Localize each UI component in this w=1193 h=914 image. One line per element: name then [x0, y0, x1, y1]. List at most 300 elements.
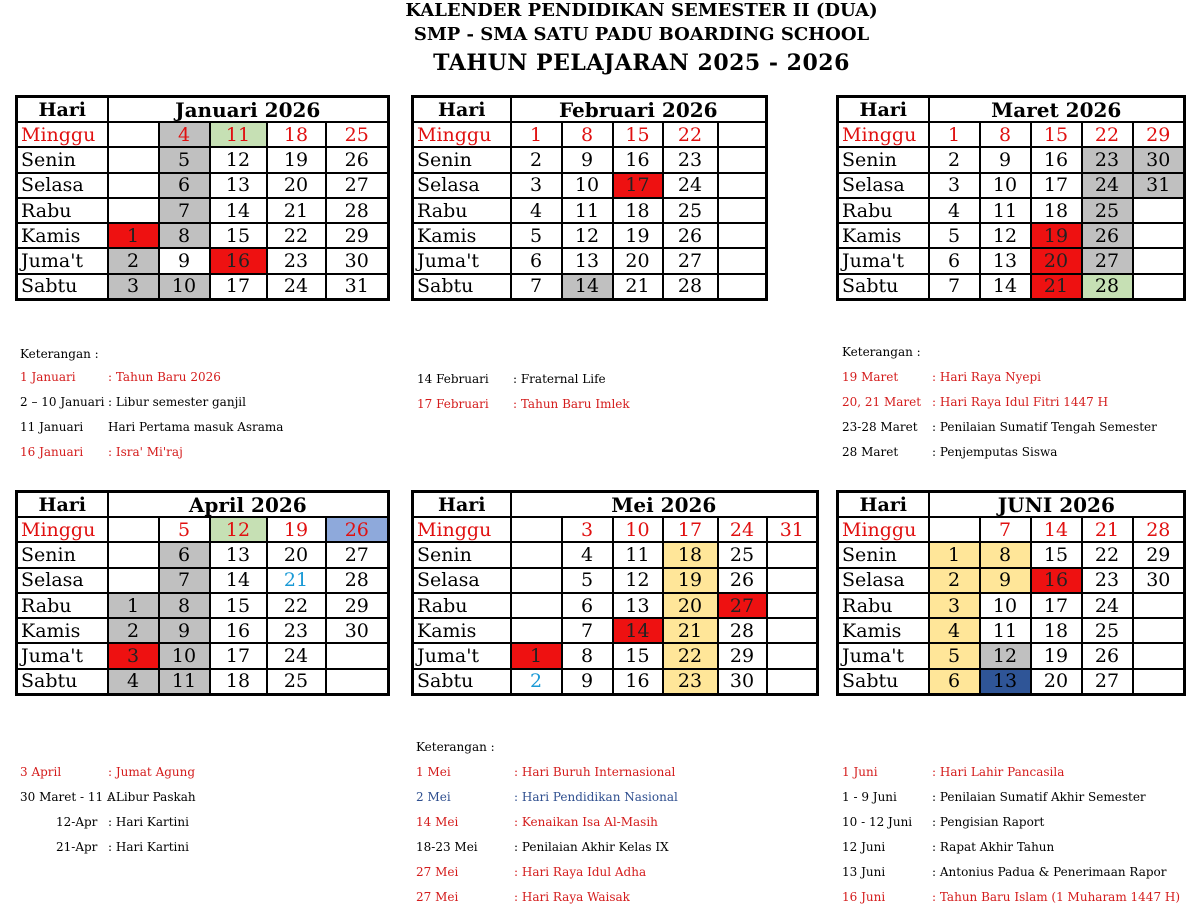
date-cell: 4 [929, 198, 980, 223]
day-label: Rabu [413, 198, 511, 223]
date-cell: 27 [663, 248, 718, 273]
week-row [413, 669, 818, 695]
date-cell: 7 [159, 568, 210, 593]
date-cell: 6 [562, 593, 613, 618]
date-cell: 9 [562, 147, 613, 172]
date-cell: 8 [159, 223, 210, 248]
day-label: Senin [838, 147, 929, 172]
note-text: : Hari Raya Waisak [514, 890, 630, 904]
date-cell: 5 [511, 223, 562, 248]
day-column-header: Hari [413, 97, 511, 123]
date-cell: 19 [613, 223, 663, 248]
note-text: : Penilaian Sumatif Tengah Semester [932, 420, 1157, 434]
date-cell: 15 [210, 223, 267, 248]
week-row [413, 147, 767, 172]
date-cell: 26 [1082, 643, 1133, 668]
day-column-header: Hari [413, 492, 511, 518]
week-row [413, 122, 767, 147]
day-label: Juma't [17, 248, 108, 273]
date-cell: 14 [613, 618, 663, 643]
note-date: 3 April [20, 765, 62, 779]
note-date: 1 Mei [416, 765, 451, 779]
date-cell: 1 [108, 223, 159, 248]
date-cell: 26 [326, 147, 389, 172]
date-cell: 1 [511, 122, 562, 147]
week-row [17, 173, 389, 198]
day-label: Minggu [17, 517, 108, 542]
date-cell: 2 [108, 618, 159, 643]
week-row [17, 147, 389, 172]
month-calendar [411, 490, 819, 696]
date-cell: 25 [1082, 618, 1133, 643]
date-cell [511, 568, 562, 593]
day-label: Kamis [17, 618, 108, 643]
date-cell: 27 [326, 542, 389, 567]
date-cell: 8 [980, 542, 1031, 567]
date-cell: 4 [159, 122, 210, 147]
day-label: Juma't [17, 643, 108, 668]
date-cell: 19 [267, 147, 326, 172]
month-title: Mei 2026 [511, 492, 818, 518]
note-text: : Pengisian Raport [932, 815, 1045, 829]
date-cell: 16 [210, 618, 267, 643]
date-cell: 7 [159, 198, 210, 223]
date-cell: 16 [210, 248, 267, 273]
day-label: Senin [17, 542, 108, 567]
date-cell: 10 [562, 173, 613, 198]
date-cell: 5 [929, 223, 980, 248]
week-row [17, 198, 389, 223]
note-date: 1 - 9 Juni [842, 790, 897, 804]
date-cell: 18 [663, 542, 718, 567]
note-date: 21-Apr [56, 840, 98, 854]
note-text: : Hari Raya Idul Adha [514, 865, 647, 879]
date-cell: 15 [613, 122, 663, 147]
date-cell: 11 [980, 198, 1031, 223]
note-text: : Hari Kartini [108, 815, 189, 829]
note-item [416, 810, 658, 835]
week-row [413, 173, 767, 198]
date-cell: 5 [929, 643, 980, 668]
date-cell: 29 [326, 593, 389, 618]
week-row [838, 568, 1185, 593]
date-cell: 23 [663, 669, 718, 695]
date-cell: 18 [267, 122, 326, 147]
date-cell [718, 173, 767, 198]
date-cell: 10 [159, 643, 210, 668]
week-row [17, 248, 389, 273]
note-item [416, 860, 647, 885]
date-cell: 26 [1082, 223, 1133, 248]
date-cell: 14 [980, 274, 1031, 300]
date-cell [108, 173, 159, 198]
date-cell: 1 [108, 593, 159, 618]
date-cell: 18 [1031, 618, 1082, 643]
note-date: 16 Januari [20, 445, 84, 459]
date-cell: 16 [613, 147, 663, 172]
day-label: Selasa [838, 173, 929, 198]
note-date: 18-23 Mei [416, 840, 478, 854]
date-cell: 30 [326, 248, 389, 273]
day-label: Juma't [413, 248, 511, 273]
date-cell: 20 [663, 593, 718, 618]
date-cell: 4 [929, 618, 980, 643]
week-row [413, 643, 818, 668]
note-date: 14 Mei [416, 815, 459, 829]
date-cell [108, 122, 159, 147]
note-item [842, 440, 1058, 465]
date-cell [718, 147, 767, 172]
day-label: Kamis [413, 618, 511, 643]
date-cell: 14 [210, 568, 267, 593]
day-label: Rabu [838, 198, 929, 223]
date-cell: 9 [980, 147, 1031, 172]
day-label: Selasa [413, 173, 511, 198]
note-text: : Kenaikan Isa Al-Masih [514, 815, 658, 829]
date-cell: 30 [1133, 147, 1185, 172]
date-cell: 21 [663, 618, 718, 643]
date-cell: 17 [1031, 593, 1082, 618]
note-text: : Fraternal Life [513, 372, 606, 386]
note-date: 20, 21 Maret [842, 395, 922, 409]
date-cell: 6 [929, 248, 980, 273]
title-line-1: KALENDER PENDIDIKAN SEMESTER II (DUA) [405, 0, 878, 21]
note-text: Hari Pertama masuk Asrama [108, 420, 284, 434]
note-date: 30 Maret - 11 A [20, 790, 116, 804]
date-cell: 13 [562, 248, 613, 273]
day-label: Minggu [413, 517, 511, 542]
day-label: Selasa [838, 568, 929, 593]
date-cell: 13 [210, 542, 267, 567]
month-calendar [15, 95, 390, 301]
date-cell: 18 [613, 198, 663, 223]
date-cell: 2 [929, 147, 980, 172]
date-cell: 9 [159, 248, 210, 273]
week-row [838, 122, 1185, 147]
date-cell: 28 [663, 274, 718, 300]
note-text: : Hari Buruh Internasional [514, 765, 676, 779]
day-label: Senin [413, 542, 511, 567]
date-cell: 19 [267, 517, 326, 542]
date-cell: 23 [1082, 147, 1133, 172]
week-row [838, 618, 1185, 643]
date-cell: 21 [613, 274, 663, 300]
note-text: : Penilaian Sumatif Akhir Semester [932, 790, 1146, 804]
date-cell: 28 [1133, 517, 1185, 542]
note-item [842, 390, 1109, 415]
date-cell [1133, 223, 1185, 248]
date-cell: 17 [210, 274, 267, 300]
note-text: : Hari Raya Idul Fitri 1447 H [932, 395, 1109, 409]
date-cell: 2 [511, 147, 562, 172]
note-text: : Penjemputas Siswa [932, 445, 1058, 459]
day-label: Juma't [413, 643, 511, 668]
day-label: Rabu [17, 198, 108, 223]
week-row [17, 568, 389, 593]
month-calendar [411, 95, 768, 301]
date-cell: 11 [562, 198, 613, 223]
note-text: : Antonius Padua & Penerimaan Rapor [932, 865, 1167, 879]
date-cell: 4 [108, 669, 159, 695]
date-cell: 16 [1031, 147, 1082, 172]
note-date: 2 – 10 Januari [20, 395, 105, 409]
date-cell: 2 [929, 568, 980, 593]
date-cell: 24 [267, 643, 326, 668]
date-cell: 29 [326, 223, 389, 248]
date-cell: 24 [718, 517, 767, 542]
day-label: Kamis [413, 223, 511, 248]
note-item [20, 440, 183, 465]
date-cell: 12 [980, 643, 1031, 668]
date-cell: 22 [663, 643, 718, 668]
day-label: Sabtu [838, 669, 929, 695]
note-text: : Libur semester ganjil [108, 395, 246, 409]
note-text: : Rapat Akhir Tahun [932, 840, 1055, 854]
date-cell: 10 [980, 173, 1031, 198]
date-cell: 29 [1133, 122, 1185, 147]
date-cell: 19 [663, 568, 718, 593]
date-cell: 20 [267, 542, 326, 567]
week-row [838, 542, 1185, 567]
date-cell [1133, 274, 1185, 300]
week-row [17, 223, 389, 248]
notes-block [20, 342, 284, 465]
day-label: Selasa [17, 173, 108, 198]
note-date: 12-Apr [56, 815, 98, 829]
date-cell [1133, 248, 1185, 273]
date-cell: 5 [159, 517, 210, 542]
note-item [842, 365, 1041, 390]
date-cell: 31 [767, 517, 818, 542]
day-label: Senin [413, 147, 511, 172]
date-cell [718, 223, 767, 248]
date-cell: 6 [511, 248, 562, 273]
date-cell [1133, 198, 1185, 223]
date-cell: 7 [562, 618, 613, 643]
date-cell: 19 [1031, 643, 1082, 668]
date-cell: 23 [267, 618, 326, 643]
week-row [838, 274, 1185, 300]
note-date: 28 Maret [842, 445, 899, 459]
date-cell: 1 [511, 643, 562, 668]
month-calendar [836, 490, 1186, 696]
date-cell: 8 [562, 643, 613, 668]
date-cell: 22 [1082, 542, 1133, 567]
note-date: 16 Juni [842, 890, 886, 904]
week-row [17, 122, 389, 147]
date-cell: 17 [210, 643, 267, 668]
date-cell: 28 [1082, 274, 1133, 300]
date-cell: 22 [1082, 122, 1133, 147]
date-cell: 28 [326, 568, 389, 593]
date-cell: 8 [562, 122, 613, 147]
day-label: Kamis [838, 223, 929, 248]
note-date: 13 Juni [842, 865, 886, 879]
date-cell: 24 [1082, 593, 1133, 618]
date-cell: 9 [159, 618, 210, 643]
date-cell [718, 274, 767, 300]
date-cell: 26 [718, 568, 767, 593]
day-label: Selasa [413, 568, 511, 593]
note-text: : Hari Kartini [108, 840, 189, 854]
date-cell: 25 [1082, 198, 1133, 223]
date-cell [1133, 643, 1185, 668]
day-label: Sabtu [413, 669, 511, 695]
date-cell: 13 [210, 173, 267, 198]
date-cell: 27 [1082, 669, 1133, 695]
note-text: : Jumat Agung [108, 765, 196, 779]
week-row [838, 643, 1185, 668]
date-cell: 29 [1133, 542, 1185, 567]
date-cell: 10 [613, 517, 663, 542]
date-cell [1133, 618, 1185, 643]
date-cell: 8 [980, 122, 1031, 147]
date-cell [767, 593, 818, 618]
date-cell: 24 [267, 274, 326, 300]
day-label: Juma't [838, 643, 929, 668]
note-text: : Hari Raya Nyepi [932, 370, 1041, 384]
date-cell: 26 [326, 517, 389, 542]
date-cell: 20 [1031, 669, 1082, 695]
date-cell: 25 [663, 198, 718, 223]
day-label: Minggu [17, 122, 108, 147]
date-cell: 11 [980, 618, 1031, 643]
note-date: 27 Mei [416, 865, 459, 879]
week-row [838, 517, 1185, 542]
day-label: Rabu [413, 593, 511, 618]
note-date: 27 Mei [416, 890, 459, 904]
day-label: Minggu [838, 122, 929, 147]
week-row [413, 618, 818, 643]
day-label: Juma't [838, 248, 929, 273]
note-item [20, 365, 221, 390]
date-cell [108, 542, 159, 567]
week-row [413, 274, 767, 300]
date-cell: 3 [511, 173, 562, 198]
date-cell: 13 [980, 248, 1031, 273]
day-label: Rabu [838, 593, 929, 618]
day-column-header: Hari [17, 492, 108, 518]
date-cell [767, 669, 818, 695]
note-text: : Tahun Baru 2026 [108, 370, 221, 384]
date-cell [718, 248, 767, 273]
note-text: : Isra' Mi'raj [108, 445, 183, 459]
day-label: Sabtu [17, 669, 108, 695]
day-label: Minggu [413, 122, 511, 147]
date-cell: 23 [267, 248, 326, 273]
note-text: : Penilaian Akhir Kelas IX [514, 840, 669, 854]
date-cell: 17 [1031, 173, 1082, 198]
date-cell: 4 [511, 198, 562, 223]
note-text: : Tahun Baru Islam (1 Muharam 1447 H) [932, 890, 1181, 904]
date-cell [108, 198, 159, 223]
week-row [413, 542, 818, 567]
date-cell: 15 [210, 593, 267, 618]
date-cell: 21 [1082, 517, 1133, 542]
date-cell: 21 [267, 568, 326, 593]
week-row [838, 223, 1185, 248]
date-cell: 31 [1133, 173, 1185, 198]
date-cell: 3 [108, 643, 159, 668]
date-cell: 12 [613, 568, 663, 593]
note-date: 2 Mei [416, 790, 451, 804]
date-cell: 3 [929, 173, 980, 198]
date-cell: 12 [562, 223, 613, 248]
date-cell: 6 [929, 669, 980, 695]
date-cell [767, 643, 818, 668]
date-cell [1133, 669, 1185, 695]
date-cell: 22 [267, 593, 326, 618]
date-cell: 11 [613, 542, 663, 567]
day-label: Minggu [838, 517, 929, 542]
date-cell: 27 [718, 593, 767, 618]
note-item [20, 415, 284, 440]
date-cell: 13 [613, 593, 663, 618]
date-cell: 17 [663, 517, 718, 542]
note-text: : Hari Lahir Pancasila [932, 765, 1065, 779]
week-row [17, 517, 389, 542]
note-date: 17 Februari [417, 397, 489, 411]
week-row [838, 248, 1185, 273]
note-item [416, 885, 630, 910]
date-cell: 23 [1082, 568, 1133, 593]
date-cell [718, 198, 767, 223]
date-cell: 4 [562, 542, 613, 567]
date-cell [326, 643, 389, 668]
day-column-header: Hari [17, 97, 108, 123]
date-cell: 7 [980, 517, 1031, 542]
date-cell: 21 [1031, 274, 1082, 300]
date-cell: 8 [159, 593, 210, 618]
date-cell: 26 [663, 223, 718, 248]
date-cell: 24 [1082, 173, 1133, 198]
date-cell: 22 [267, 223, 326, 248]
title-line-2: SMP - SMA SATU PADU BOARDING SCHOOL [413, 24, 870, 45]
date-cell: 11 [210, 122, 267, 147]
note-item [20, 390, 246, 415]
date-cell: 20 [1031, 248, 1082, 273]
date-cell [511, 618, 562, 643]
date-cell: 20 [267, 173, 326, 198]
date-cell: 15 [1031, 122, 1082, 147]
note-text: : Hari Pendidikan Nasional [514, 790, 678, 804]
week-row [413, 593, 818, 618]
date-cell [326, 669, 389, 695]
date-cell: 18 [210, 669, 267, 695]
date-cell: 6 [159, 173, 210, 198]
date-cell [767, 568, 818, 593]
note-date: 12 Juni [842, 840, 886, 854]
day-label: Sabtu [838, 274, 929, 300]
date-cell [718, 122, 767, 147]
month-title: Februari 2026 [511, 97, 767, 123]
note-text: : Tahun Baru Imlek [513, 397, 630, 411]
date-cell: 16 [1031, 568, 1082, 593]
week-row [838, 593, 1185, 618]
date-cell: 27 [1082, 248, 1133, 273]
date-cell: 7 [929, 274, 980, 300]
notes-title: Keterangan : [842, 345, 921, 359]
day-label: Sabtu [413, 274, 511, 300]
note-item [842, 415, 1157, 440]
week-row [413, 248, 767, 273]
day-label: Senin [838, 542, 929, 567]
date-cell: 31 [326, 274, 389, 300]
date-cell [767, 542, 818, 567]
note-date: 11 Januari [20, 420, 84, 434]
day-label: Rabu [17, 593, 108, 618]
date-cell: 5 [159, 147, 210, 172]
